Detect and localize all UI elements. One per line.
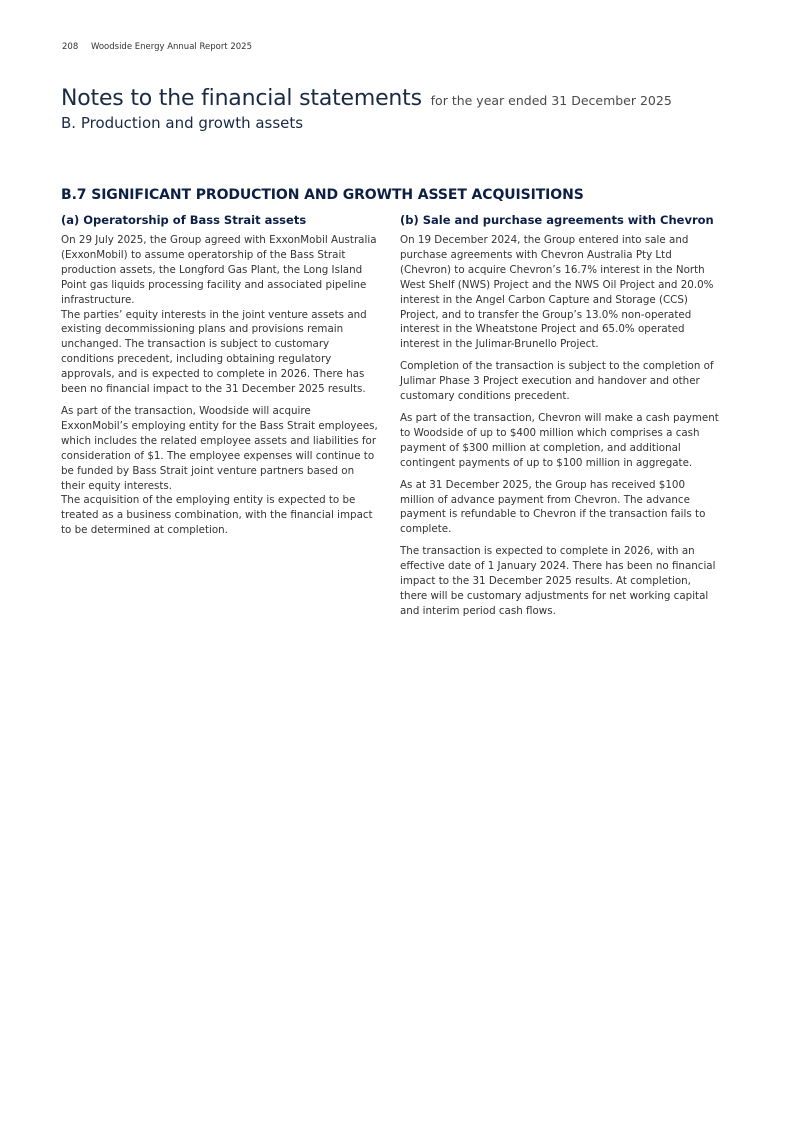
page-title-period: for the year ended 31 December 2025 bbox=[430, 93, 672, 108]
running-header bbox=[62, 42, 252, 52]
page-title-main: Notes to the financial statements bbox=[61, 86, 422, 111]
left-column bbox=[61, 213, 381, 545]
right-paragraph-5: The transaction is expected to complete in 2026, with an effective date of 1 January 2024. There has been no financial impact to the 31 December 2025 results. At completion, there will be customary adjustments for net working capital and interim period cash flows. bbox=[400, 545, 716, 617]
left-paragraph-4: The acquisition of the employing entity is expected to be treated as a business combination, with the financial impact to be determined at completion. bbox=[61, 494, 373, 537]
page-section-title: B. Production and growth assets bbox=[61, 114, 304, 132]
page-title bbox=[61, 86, 672, 111]
left-paragraph-1: On 29 July 2025, the Group agreed with ExxonMobil Australia (ExxonMobil) to assume operatorship of the Bass Strait production assets, the Longford Gas Plant, the Long Island Point gas liquids processing facility and associated pipeline infrastructure. bbox=[61, 234, 377, 306]
right-paragraph-3: As part of the transaction, Chevron will make a cash payment to Woodside of up to $400 million which comprises a cash payment of $300 million at completion, and additional contingent payments of up to $100 million in aggregate. bbox=[400, 411, 719, 469]
right-paragraph-2: Completion of the transaction is subject to the completion of Julimar Phase 3 Project execution and handover and other customary conditions precedent. bbox=[400, 360, 714, 403]
section-heading: B.7 SIGNIFICANT PRODUCTION AND GROWTH ASSET ACQUISITIONS bbox=[61, 187, 584, 203]
right-paragraph-4: As at 31 December 2025, the Group has received $100 million of advance payment from Chevron. The advance payment is refundable to Chevron if the transaction fails to complete. bbox=[400, 478, 706, 536]
left-paragraph-3: As part of the transaction, Woodside will acquire ExxonMobil’s employing entity for the Bass Strait employees, which includes the related employee assets and liabilities for consideration of $1. The employee expenses will continue to be funded by Bass Strait joint venture partners based on their equity interests. bbox=[61, 404, 378, 492]
left-column-heading: (a) Operatorship of Bass Strait assets bbox=[61, 213, 307, 227]
left-paragraph-2: The parties’ equity interests in the joint venture assets and existing decommissioning plans and provisions remain unchanged. The transaction is subject to customary conditions precedent, including obtaining regulatory approvals, and is expected to complete in 2026. There has been no financial impact to the 31 December 2025 results. bbox=[61, 308, 367, 396]
right-paragraph-1: On 19 December 2024, the Group entered into sale and purchase agreements with Chevron Australia Pty Ltd (Chevron) to acquire Chevron’s 16.7% interest in the North West Shelf (NWS) Project and the NWS Oil Project and 20.0% interest in the Angel Carbon Capture and Storage (CCS) Project, and to transfer the Group’s 13.0% non-operated interest in the Wheatstone Project and 65.0% operated interest in the Julimar-Brunello Project. bbox=[400, 234, 714, 351]
page-number: 208 bbox=[62, 42, 79, 52]
right-column-heading: (b) Sale and purchase agreements with Chevron bbox=[400, 213, 714, 227]
report-title: Woodside Energy Annual Report 2025 bbox=[90, 42, 252, 52]
right-column bbox=[400, 213, 720, 626]
